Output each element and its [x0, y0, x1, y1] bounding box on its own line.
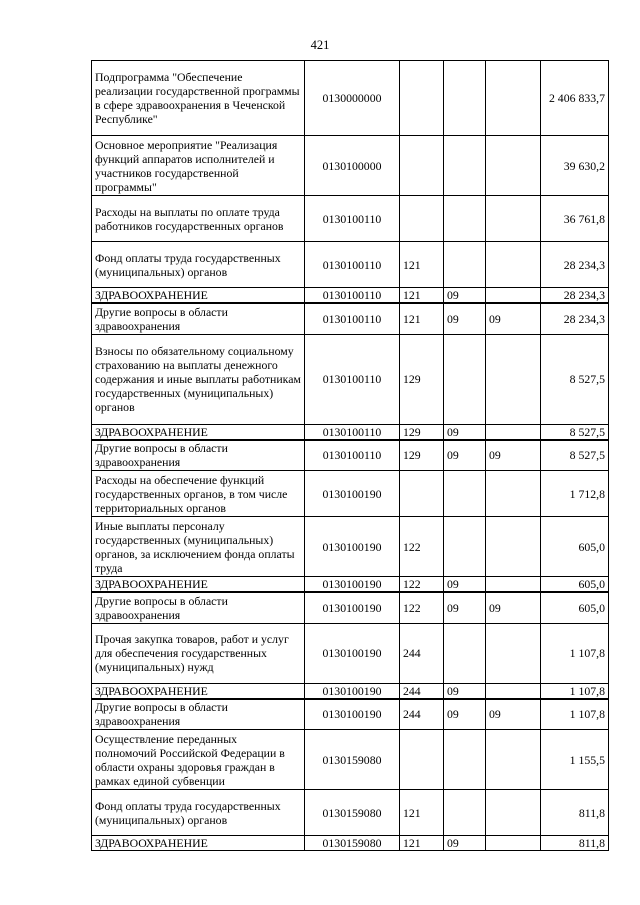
row-target-code: 0130100000: [305, 136, 400, 196]
table-row: [92, 790, 609, 836]
row-name: Взносы по обязательному социальному страхованию на выплаты денежного содержания и иные выплаты работникам государственных (муниципальных) органов: [92, 334, 305, 424]
row-target-code: 0130100110: [305, 288, 400, 304]
row-target-code: 0130100110: [305, 303, 400, 334]
table-row: [92, 577, 609, 593]
row-amount: 36 761,8: [541, 196, 609, 242]
row-name: Другие вопросы в области здравоохранения: [92, 440, 305, 471]
row-target-code: 0130000000: [305, 61, 400, 136]
row-name: Фонд оплаты труда государственных (муниципальных) органов: [92, 242, 305, 288]
row-expense-type: 129: [400, 334, 444, 424]
row-section: [444, 730, 486, 790]
row-expense-type: 121: [400, 303, 444, 334]
row-section: [444, 517, 486, 577]
row-target-code: 0130159080: [305, 790, 400, 836]
row-amount: 1 107,8: [541, 623, 609, 683]
row-name: Подпрограмма "Обеспечение реализации государственной программы в сфере здравоохранения в Чеченской Республике": [92, 61, 305, 136]
row-section: 09: [444, 699, 486, 730]
row-target-code: 0130100190: [305, 623, 400, 683]
row-name: Основное мероприятие "Реализация функций аппаратов исполнителей и участников государственной программы": [92, 136, 305, 196]
row-name: Осуществление переданных полномочий Российской Федерации в области охраны здоровья граждан в рамках единой субвенции: [92, 730, 305, 790]
row-amount: 605,0: [541, 517, 609, 577]
row-target-code: 0130100190: [305, 683, 400, 699]
row-name: ЗДРАВООХРАНЕНИЕ: [92, 836, 305, 851]
row-expense-type: [400, 136, 444, 196]
row-amount: 811,8: [541, 790, 609, 836]
row-section: [444, 136, 486, 196]
row-target-code: 0130159080: [305, 730, 400, 790]
row-section: [444, 196, 486, 242]
row-expense-type: 122: [400, 592, 444, 623]
row-target-code: 0130100110: [305, 334, 400, 424]
row-name: Расходы на обеспечение функций государственных органов, в том числе территориальных органов: [92, 471, 305, 517]
row-section: 09: [444, 577, 486, 593]
row-expense-type: [400, 471, 444, 517]
row-subsection: [486, 196, 541, 242]
row-amount: 28 234,3: [541, 288, 609, 304]
row-section: [444, 61, 486, 136]
row-target-code: 0130100190: [305, 592, 400, 623]
row-amount: 2 406 833,7: [541, 61, 609, 136]
row-section: 09: [444, 288, 486, 304]
row-subsection: 09: [486, 303, 541, 334]
row-subsection: [486, 242, 541, 288]
row-name: ЗДРАВООХРАНЕНИЕ: [92, 683, 305, 699]
row-subsection: [486, 136, 541, 196]
row-target-code: 0130100190: [305, 699, 400, 730]
row-expense-type: 121: [400, 790, 444, 836]
table-row: [92, 61, 609, 136]
page-number: 421: [310, 38, 330, 52]
row-target-code: 0130100110: [305, 196, 400, 242]
table-row: [92, 424, 609, 440]
table-row: [92, 592, 609, 623]
row-section: 09: [444, 592, 486, 623]
row-expense-type: [400, 61, 444, 136]
row-target-code: 0130100110: [305, 424, 400, 440]
row-amount: 1 155,5: [541, 730, 609, 790]
row-subsection: [486, 836, 541, 851]
row-expense-type: 121: [400, 836, 444, 851]
row-target-code: 0130159080: [305, 836, 400, 851]
table-row: [92, 683, 609, 699]
row-amount: 8 527,5: [541, 440, 609, 471]
row-amount: 605,0: [541, 577, 609, 593]
row-expense-type: 129: [400, 424, 444, 440]
row-section: 09: [444, 303, 486, 334]
row-subsection: [486, 790, 541, 836]
row-amount: 28 234,3: [541, 303, 609, 334]
row-target-code: 0130100190: [305, 577, 400, 593]
row-name: Другие вопросы в области здравоохранения: [92, 592, 305, 623]
row-amount: 605,0: [541, 592, 609, 623]
row-expense-type: [400, 196, 444, 242]
row-subsection: [486, 61, 541, 136]
row-amount: 1 712,8: [541, 471, 609, 517]
row-name: Расходы на выплаты по оплате труда работников государственных органов: [92, 196, 305, 242]
row-expense-type: 244: [400, 699, 444, 730]
row-name: Другие вопросы в области здравоохранения: [92, 303, 305, 334]
row-target-code: 0130100190: [305, 471, 400, 517]
row-section: 09: [444, 424, 486, 440]
budget-table: [91, 60, 609, 851]
table-row: [92, 730, 609, 790]
row-expense-type: 129: [400, 440, 444, 471]
table-row: [92, 242, 609, 288]
row-expense-type: 244: [400, 623, 444, 683]
row-subsection: 09: [486, 699, 541, 730]
row-section: [444, 334, 486, 424]
row-section: [444, 471, 486, 517]
row-subsection: [486, 471, 541, 517]
table-row: [92, 288, 609, 304]
row-amount: 28 234,3: [541, 242, 609, 288]
row-expense-type: 244: [400, 683, 444, 699]
row-target-code: 0130100190: [305, 517, 400, 577]
table-row: [92, 836, 609, 851]
table-row: [92, 471, 609, 517]
table-row: [92, 196, 609, 242]
row-target-code: 0130100110: [305, 242, 400, 288]
row-subsection: [486, 577, 541, 593]
row-expense-type: 121: [400, 288, 444, 304]
row-name: ЗДРАВООХРАНЕНИЕ: [92, 577, 305, 593]
row-target-code: 0130100110: [305, 440, 400, 471]
row-subsection: 09: [486, 592, 541, 623]
row-amount: 1 107,8: [541, 683, 609, 699]
row-amount: 39 630,2: [541, 136, 609, 196]
row-amount: 8 527,5: [541, 334, 609, 424]
row-section: [444, 242, 486, 288]
row-name: Фонд оплаты труда государственных (муниципальных) органов: [92, 790, 305, 836]
row-expense-type: [400, 730, 444, 790]
row-subsection: [486, 623, 541, 683]
table-row: [92, 699, 609, 730]
row-name: ЗДРАВООХРАНЕНИЕ: [92, 288, 305, 304]
row-subsection: [486, 424, 541, 440]
row-expense-type: 121: [400, 242, 444, 288]
row-name: ЗДРАВООХРАНЕНИЕ: [92, 424, 305, 440]
row-subsection: [486, 334, 541, 424]
row-amount: 811,8: [541, 836, 609, 851]
row-expense-type: 122: [400, 577, 444, 593]
table-row: [92, 517, 609, 577]
row-name: Иные выплаты персоналу государственных (муниципальных) органов, за исключением фонда оплаты труда: [92, 517, 305, 577]
row-subsection: [486, 730, 541, 790]
row-subsection: 09: [486, 440, 541, 471]
row-subsection: [486, 517, 541, 577]
row-amount: 1 107,8: [541, 699, 609, 730]
row-amount: 8 527,5: [541, 424, 609, 440]
row-subsection: [486, 288, 541, 304]
row-section: [444, 623, 486, 683]
table-row: [92, 440, 609, 471]
row-subsection: [486, 683, 541, 699]
row-section: 09: [444, 683, 486, 699]
row-section: [444, 790, 486, 836]
table-row: [92, 623, 609, 683]
row-name: Другие вопросы в области здравоохранения: [92, 699, 305, 730]
row-section: 09: [444, 836, 486, 851]
row-expense-type: 122: [400, 517, 444, 577]
row-name: Прочая закупка товаров, работ и услуг для обеспечения государственных (муниципальных) нужд: [92, 623, 305, 683]
table-row: [92, 334, 609, 424]
table-row: [92, 136, 609, 196]
table-row: [92, 303, 609, 334]
row-section: 09: [444, 440, 486, 471]
